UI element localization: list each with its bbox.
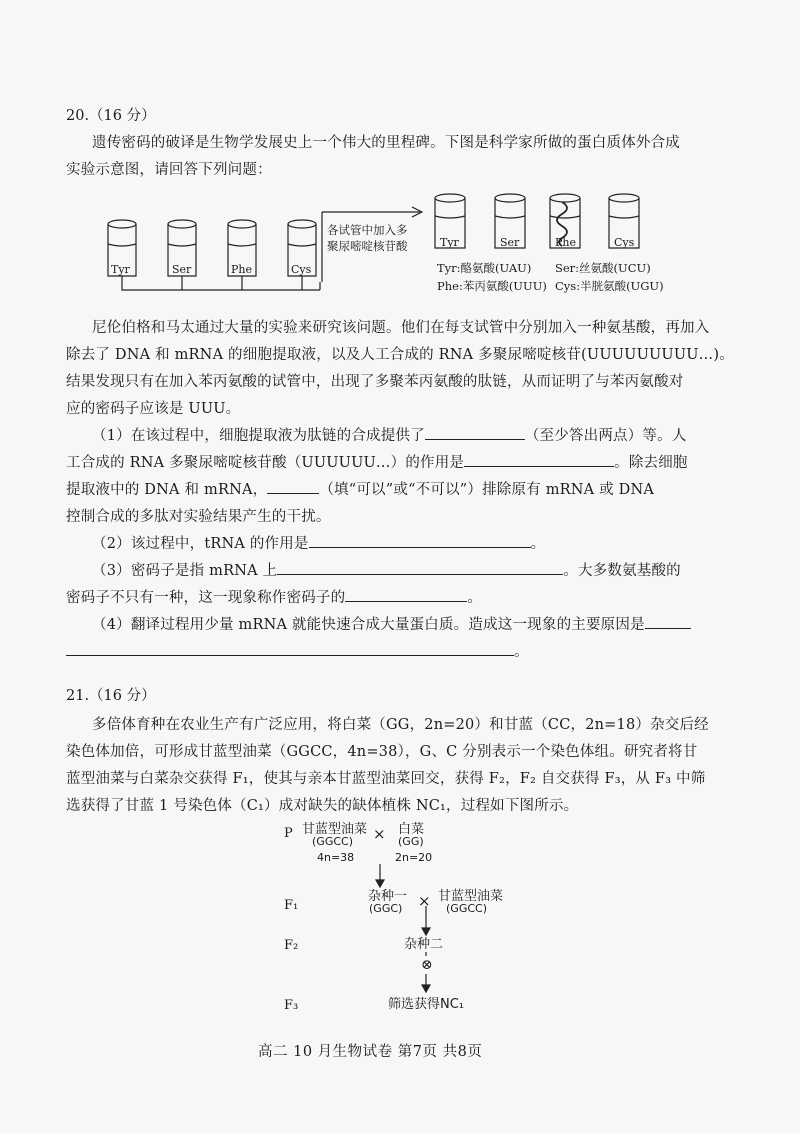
- q21-line1: 多倍体育种在农业生产有广泛应用，将白菜（GG，2n=20）和甘蓝（CC，2n=18）杂交后经: [92, 717, 709, 733]
- left-tube-label-2: Ser: [172, 263, 192, 276]
- q20-s3-line1: [92, 559, 681, 580]
- p-left-ploidy: 4n=38: [317, 851, 355, 864]
- q20-number: 20.（16 分）: [66, 108, 156, 124]
- right-tube-label-4: Cys: [614, 236, 635, 249]
- q20-para-line1: 尼伦伯格和马太通过大量的实验来研究该问题。他们在每支试管中分别加入一种氨基酸，再加入: [92, 320, 710, 336]
- q20-s3-text-b: 。大多数氨基酸的: [563, 563, 681, 579]
- legend-phe: Phe:苯丙氨酸(UUU): [437, 279, 547, 293]
- q20-s1-line4: 控制合成的多肽对实验结果产生的干扰。: [66, 509, 331, 525]
- f2-name: 杂种二: [404, 937, 444, 952]
- legend-cys: Cys:半胱氨酸(UGU): [555, 279, 664, 293]
- gen-p-label: P: [284, 826, 293, 841]
- q20-s4-text-b: 。: [514, 644, 529, 660]
- q20-intro-line1: 遗传密码的破译是生物学发展史上一个伟大的里程碑。下图是科学家所做的蛋白质体外合成: [92, 135, 680, 151]
- arrow-text-1: 各试管中加入多: [327, 223, 408, 237]
- right-tube-label-3: Phe: [555, 236, 576, 249]
- q20-s1-text-e: 提取液中的 DNA 和 mRNA，: [66, 482, 268, 498]
- q20-s1-text-b: （至少答出两点）等。人: [524, 428, 687, 444]
- q20-s2-text-a: （2）该过程中，tRNA 的作用是: [92, 536, 309, 552]
- q20-s1-text-d: 。除去细胞: [614, 455, 688, 471]
- q20-s1-line3: [66, 478, 654, 499]
- p-right-ploidy: 2n=20: [395, 851, 433, 864]
- q21-line3: 蓝型油菜与白菜杂交获得 F₁，使其与亲本甘蓝型油菜回交，获得 F₂，F₂ 自交获得 F₃，从 F₃ 中筛: [66, 771, 706, 787]
- gen-f3-label: F₃: [284, 998, 299, 1013]
- q20-s4-text-a: （4）翻译过程用少量 mRNA 就能快速合成大量蛋白质。造成这一现象的主要原因是: [92, 617, 645, 633]
- f3-name: 筛选获得NC₁: [388, 997, 465, 1012]
- q20-s2-text-b: 。: [530, 536, 546, 552]
- left-tube-label-4: Cys: [291, 263, 312, 276]
- q20-s3-line2: [66, 586, 482, 607]
- q20-s2-line: [92, 532, 545, 553]
- page-footer: 高二 10 月生物试卷 第7页 共8页: [258, 1044, 483, 1060]
- q20-s3-answer-blank-1[interactable]: [277, 559, 563, 575]
- p-right-genome: (GG): [398, 835, 424, 848]
- q21-number: 21.（16 分）: [66, 688, 156, 704]
- q20-s1-line2: [66, 451, 688, 472]
- q20-para-line2: 除去了 DNA 和 mRNA 的细胞提取液，以及人工合成的 RNA 多聚尿嘧啶核苷(UUUUUUUUU…)。: [66, 347, 734, 363]
- q20-s1-answer-blank-2[interactable]: [464, 451, 614, 467]
- f1-right-name: 甘蓝型油菜: [438, 889, 504, 904]
- q20-s4-line1: [92, 613, 691, 634]
- right-tube-label-2: Ser: [500, 236, 520, 249]
- q20-s1-line1: [92, 424, 687, 445]
- q20-s2-answer-blank[interactable]: [309, 532, 531, 548]
- legend-tyr: Tyr:酪氨酸(UAU): [437, 261, 532, 275]
- legend-ser: Ser:丝氨酸(UCU): [555, 261, 651, 275]
- q20-s4-answer-blank-1[interactable]: [645, 613, 691, 629]
- breeding-arrows: [360, 860, 460, 1000]
- q20-s3-answer-blank-2[interactable]: [345, 586, 467, 602]
- right-tube-label-1: Tyr: [440, 236, 459, 249]
- q20-s4-answer-blank-2[interactable]: [66, 640, 514, 656]
- q21-line2: 染色体加倍，可形成甘蓝型油菜（GGCC，4n=38），G、C 分别表示一个染色体组。研究者将甘: [66, 744, 698, 760]
- left-tube-label-3: Phe: [231, 263, 252, 276]
- q20-s3-text-c: 密码子不只有一种，这一现象称作密码子的: [66, 590, 346, 606]
- q20-s1-answer-blank-3[interactable]: [267, 478, 319, 494]
- arrow-text-2: 聚尿嘧啶核苷酸: [327, 239, 408, 253]
- q20-para-line3: 结果发现只有在加入苯丙氨酸的试管中，出现了多聚苯丙氨酸的肽链，从而证明了与苯丙氨酸对: [66, 374, 684, 390]
- q20-para-line4: 应的密码子应该是 UUU。: [66, 401, 241, 417]
- q20-s3-text-d: 。: [467, 590, 483, 606]
- p-cross-symbol: ×: [373, 825, 386, 843]
- gen-f1-label: F₁: [284, 898, 299, 913]
- p-left-genome: (GGCC): [312, 835, 353, 848]
- gen-f2-label: F₂: [284, 938, 299, 953]
- q20-s1-text-a: （1）在该过程中，细胞提取液为肽链的合成提供了: [92, 428, 425, 444]
- q20-s1-answer-blank-1[interactable]: [425, 424, 525, 440]
- f1-name: 杂种一: [368, 889, 408, 904]
- f1-cross-symbol: ×: [418, 892, 431, 910]
- q20-s1-text-c: 工合成的 RNA 多聚尿嘧啶核苷酸（UUUUUU…）的作用是: [66, 455, 465, 471]
- self-cross-icon: ⊗: [421, 957, 433, 973]
- p-left-name: 甘蓝型油菜: [302, 822, 368, 837]
- q20-s4-line2: [66, 640, 529, 661]
- q20-intro-line2: 实验示意图，请回答下列问题：: [66, 162, 272, 178]
- p-right-name: 白菜: [398, 822, 425, 837]
- f1-right-genome: (GGCC): [446, 902, 487, 915]
- left-tube-label-1: Tyr: [111, 263, 130, 276]
- q21-line4: 选获得了甘蓝 1 号染色体（C₁）成对缺失的缺体植株 NC₁，过程如下图所示。: [66, 798, 579, 814]
- q20-s1-text-f: （填“可以”或“不可以”）排除原有 mRNA 或 DNA: [319, 482, 655, 498]
- q20-s3-text-a: （3）密码子是指 mRNA 上: [92, 563, 278, 579]
- f1-genome: (GGC): [369, 902, 403, 915]
